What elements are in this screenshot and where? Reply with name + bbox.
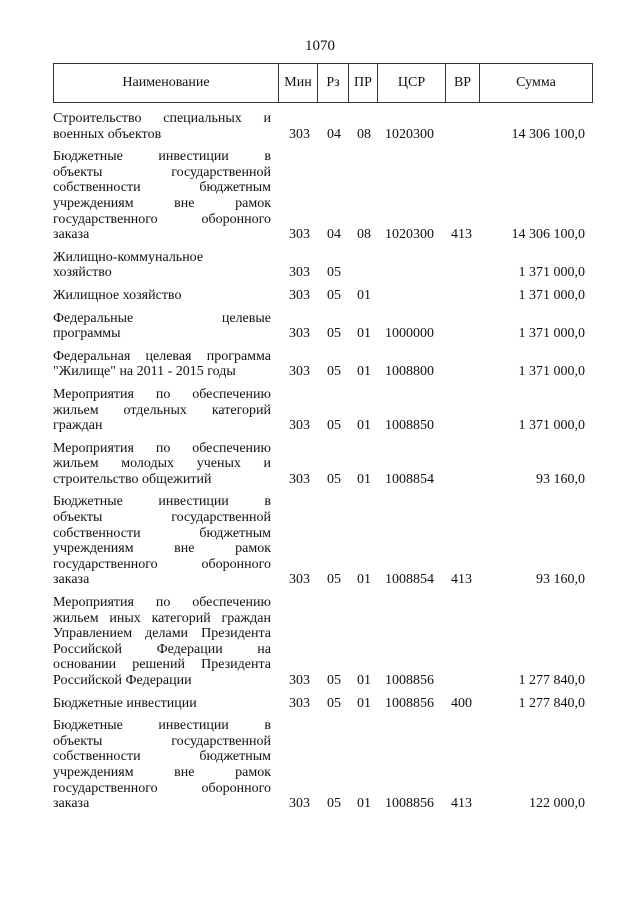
row-sum: 1 371 000,0 (518, 287, 585, 303)
row-name-line: государственного оборонного (53, 780, 271, 796)
row-name-line: собственности бюджетным (53, 180, 271, 196)
row-pr: 01 (357, 364, 371, 380)
row-sum: 1 371 000,0 (518, 364, 585, 380)
table-row (53, 349, 593, 380)
row-sum: 1 277 840,0 (518, 695, 585, 711)
row-name-line: жильем иных категорий граждан (53, 610, 271, 626)
row-name-line: "Жилище" на 2011 - 2015 годы (53, 364, 236, 380)
row-rz: 05 (327, 572, 341, 588)
row-rz: 04 (327, 126, 341, 142)
row-name-line: Бюджетные инвестиции (53, 695, 197, 711)
table-body (53, 104, 593, 812)
row-name-line: Российской Федерации (53, 673, 192, 688)
row-name (53, 349, 271, 380)
row-name-line: жильем молодых ученых и (53, 456, 271, 472)
row-min: 303 (289, 695, 310, 711)
row-name-line: собственности бюджетным (53, 525, 271, 541)
row-name (53, 696, 271, 712)
row-sum: 1 371 000,0 (518, 265, 585, 281)
row-pr: 01 (357, 287, 371, 303)
row-name-line: учреждениям вне рамок (53, 541, 271, 557)
row-name-line: Федеральные целевые (53, 310, 271, 326)
row-name-line: заказа (53, 796, 90, 812)
row-min: 303 (289, 796, 310, 812)
row-name-line: объекты государственной (53, 164, 271, 180)
table-row (53, 696, 593, 712)
row-name-line: граждан (53, 418, 103, 434)
row-name (53, 111, 271, 142)
row-min: 303 (289, 418, 310, 434)
row-pr: 01 (357, 572, 371, 588)
row-rz: 05 (327, 364, 341, 380)
row-vr: 400 (451, 695, 472, 711)
row-name-line: Бюджетные инвестиции в (53, 718, 271, 734)
row-name (53, 311, 271, 342)
row-min: 303 (289, 227, 310, 243)
row-csr: 1020300 (385, 227, 434, 243)
row-sum: 93 160,0 (536, 471, 585, 487)
row-name (53, 494, 271, 588)
row-name (53, 441, 271, 488)
row-rz: 05 (327, 326, 341, 342)
row-min: 303 (289, 326, 310, 342)
row-csr: 1008854 (385, 471, 434, 487)
row-pr: 01 (357, 695, 371, 711)
row-name-line: заказа (53, 227, 90, 243)
table-row (53, 441, 593, 488)
row-vr: 413 (451, 572, 472, 588)
row-csr: 1008800 (385, 364, 434, 380)
row-name (53, 288, 271, 304)
table-header (53, 63, 593, 103)
row-pr: 01 (357, 471, 371, 487)
row-name (53, 718, 271, 812)
row-sum: 14 306 100,0 (511, 126, 585, 142)
row-sum: 1 371 000,0 (518, 418, 585, 434)
row-min: 303 (289, 265, 310, 281)
header-sum: Сумма (480, 64, 593, 103)
table-row (53, 311, 593, 342)
table-row (53, 149, 593, 243)
header-min: Мин (279, 64, 318, 103)
row-name-line: хозяйство (53, 265, 112, 281)
row-pr: 01 (357, 796, 371, 812)
row-sum: 1 371 000,0 (518, 326, 585, 342)
row-name-line: Управлением делами Президента (53, 626, 271, 642)
row-sum: 1 277 840,0 (518, 673, 585, 688)
row-csr: 1008856 (385, 673, 434, 688)
row-csr: 1008854 (385, 572, 434, 588)
row-pr: 01 (357, 326, 371, 342)
row-csr: 1008856 (385, 796, 434, 812)
row-rz: 05 (327, 418, 341, 434)
row-sum: 14 306 100,0 (511, 227, 585, 243)
row-name-line: Строительство специальных и (53, 111, 271, 126)
row-min: 303 (289, 287, 310, 303)
row-pr: 08 (357, 227, 371, 243)
row-name-line: объекты государственной (53, 510, 271, 526)
row-name-line: строительство общежитий (53, 471, 212, 487)
row-name-line: объекты государственной (53, 733, 271, 749)
table-row (53, 250, 593, 281)
row-name-line: Российской Федерации на (53, 641, 271, 657)
table-row (53, 718, 593, 812)
row-name-line: Бюджетные инвестиции в (53, 149, 271, 165)
row-min: 303 (289, 126, 310, 142)
row-name-line: государственного оборонного (53, 211, 271, 227)
row-name-line: Мероприятия по обеспечению (53, 595, 271, 611)
row-name-line: Мероприятия по обеспечению (53, 386, 271, 402)
header-vr: ВР (446, 64, 480, 103)
row-name-line: военных объектов (53, 126, 162, 142)
row-name-line: программы (53, 326, 121, 342)
row-pr: 08 (357, 126, 371, 142)
row-name-line: заказа (53, 572, 90, 588)
row-csr: 1020300 (385, 126, 434, 142)
row-name-line: Бюджетные инвестиции в (53, 494, 271, 510)
header-name: Наименование (54, 64, 279, 103)
row-min: 303 (289, 364, 310, 380)
row-csr: 1008856 (385, 695, 434, 711)
row-csr: 1000000 (385, 326, 434, 342)
row-rz: 05 (327, 471, 341, 487)
table-row (53, 595, 593, 689)
row-vr: 413 (451, 796, 472, 812)
row-name-line: Федеральная целевая программа (53, 348, 271, 364)
row-vr: 413 (451, 227, 472, 243)
row-name-line: Жилищно-коммунальное (53, 249, 204, 265)
header-csr: ЦСР (378, 64, 446, 103)
row-name (53, 595, 271, 689)
row-rz: 04 (327, 227, 341, 243)
row-name-line: жильем отдельных категорий (53, 402, 271, 418)
row-rz: 05 (327, 265, 341, 281)
row-name-line: государственного оборонного (53, 556, 271, 572)
page-number: 1070 (305, 38, 335, 54)
row-name-line: Мероприятия по обеспечению (53, 440, 271, 456)
row-sum: 122 000,0 (529, 796, 585, 812)
table-row (53, 387, 593, 434)
row-name-line: Жилищное хозяйство (53, 287, 182, 303)
row-name-line: основании решений Президента (53, 657, 271, 673)
row-name-line: собственности бюджетным (53, 749, 271, 765)
row-rz: 05 (327, 673, 341, 688)
row-pr: 01 (357, 673, 371, 688)
table-row (53, 288, 593, 304)
row-rz: 05 (327, 287, 341, 303)
table-row (53, 111, 593, 142)
row-min: 303 (289, 673, 310, 688)
table-row (53, 494, 593, 588)
row-min: 303 (289, 471, 310, 487)
header-pr: ПР (349, 64, 378, 103)
header-rz: Рз (318, 64, 349, 103)
row-name (53, 149, 271, 243)
row-sum: 93 160,0 (536, 572, 585, 588)
row-pr: 01 (357, 418, 371, 434)
row-rz: 05 (327, 695, 341, 711)
row-min: 303 (289, 572, 310, 588)
row-name (53, 387, 271, 434)
row-rz: 05 (327, 796, 341, 812)
row-name (53, 250, 271, 281)
row-name-line: учреждениям вне рамок (53, 195, 271, 211)
row-csr: 1008850 (385, 418, 434, 434)
row-name-line: учреждениям вне рамок (53, 764, 271, 780)
